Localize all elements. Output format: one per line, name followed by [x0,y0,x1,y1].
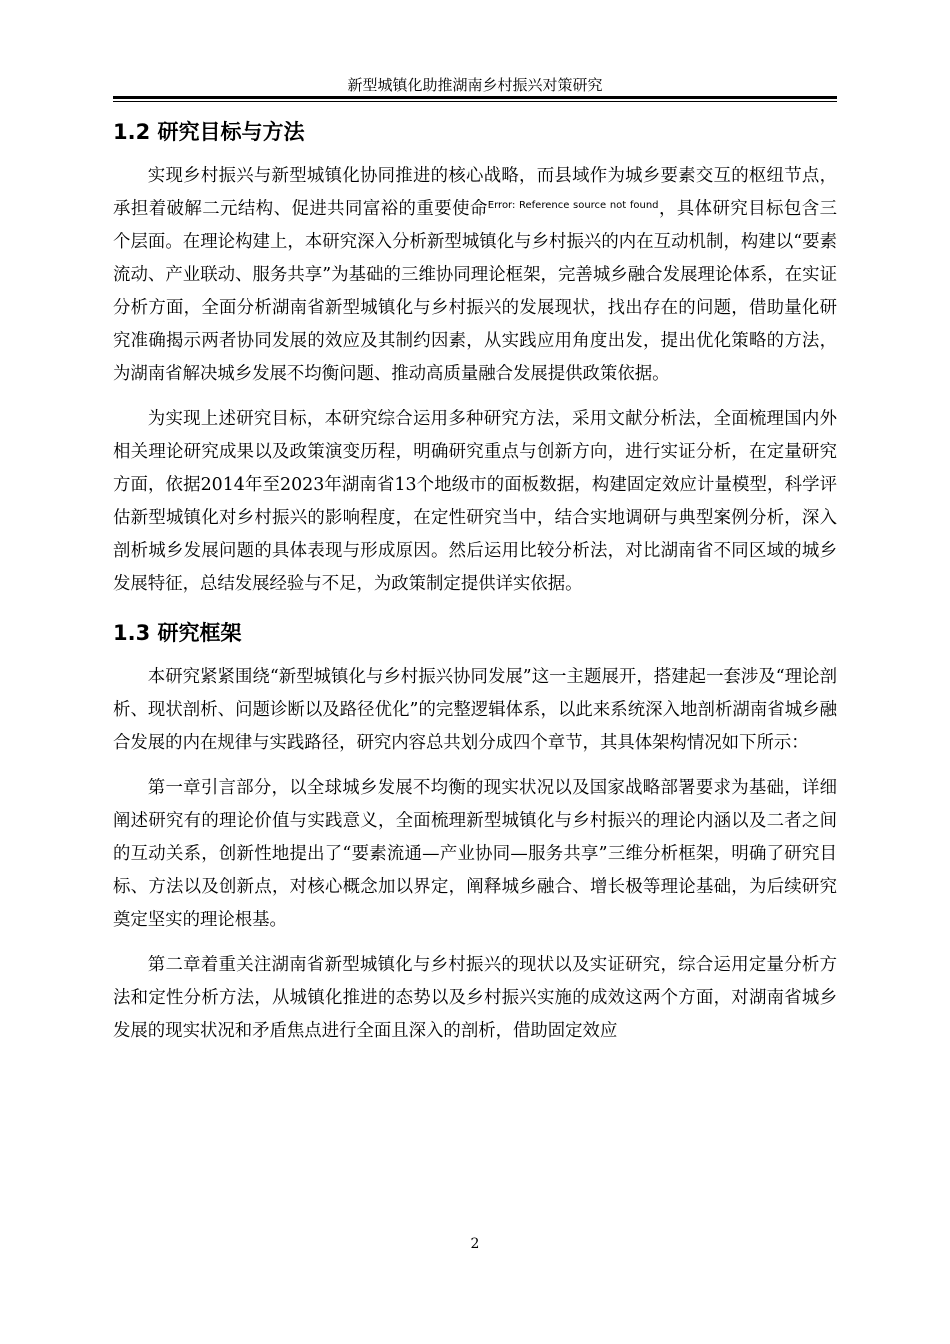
header-rule-thin [113,101,837,102]
section-heading-1-2: 1.2 研究目标与方法 [113,120,305,144]
paragraph-research-goals [113,160,837,391]
paragraph-research-goals-part1: 实现乡村振兴与新型城镇化协同推进的核心战略，而县域作为城乡要素交互的枢纽节点，承担着破解二元结构、促进共同富裕的重要使命 [113,166,837,219]
page-number: 2 [470,1236,480,1252]
running-header [113,74,837,102]
paragraph-chapter-one: 第一章引言部分，以全球城乡发展不均衡的现实状况以及国家战略部署要求为基础，详细阐述研究有的理论价值与实践意义，全面梳理新型城镇化与乡村振兴的理论内涵以及二者之间的互动关系，创新性地提出了“要素流通—产业协同—服务共享”三维分析框架，明确了研究目标、方法以及创新点，对核心概念加以界定，阐释城乡融合、增长极等理论基础，为后续研究奠定坚实的理论根基。 [113,778,837,930]
paragraph-research-methods: 为实现上述研究目标，本研究综合运用多种研究方法，采用文献分析法，全面梳理国内外相关理论研究成果以及政策演变历程，明确研究重点与创新方向，进行实证分析，在定量研究方面，依据2014年至2023年湖南省13个地级市的面板数据，构建固定效应计量模型，科学评估新型城镇化对乡村振兴的影响程度，在定性研究当中，结合实地调研与典型案例分析，深入剖析城乡发展问题的具体表现与形成原因。然后运用比较分析法，对比湖南省不同区域的城乡发展特征，总结发展经验与不足，为政策制定提供详实依据。 [113,409,837,594]
reference-error-marker: Error: Reference source not found [487,200,659,211]
paragraph-research-goals-part2: ，具体研究目标包含三个层面。在理论构建上，本研究深入分析新型城镇化与乡村振兴的内在互动机制，构建以“要素流动、产业联动、服务共享”为基础的三维协同理论框架，完善城乡融合发展理论体系，在实证分析方面，全面分析湖南省新型城镇化与乡村振兴的发展现状，找出存在的问题，借助量化研究准确揭示两者协同发展的效应及其制约因素，从实践应用角度出发，提出优化策略的方法，为湖南省解决城乡发展不均衡问题、推动高质量融合发展提供政策依据。 [113,199,837,384]
header-rule-thick [113,96,837,99]
running-header-title: 新型城镇化助推湖南乡村振兴对策研究 [347,76,603,94]
paragraph-chapter-two: 第二章着重关注湖南省新型城镇化与乡村振兴的现状以及实证研究，综合运用定量分析方法和定性分析方法，从城镇化推进的态势以及乡村振兴实施的成效这两个方面，对湖南省城乡发展的现实状况和矛盾焦点进行全面且深入的剖析，借助固定效应 [113,955,837,1041]
page-body [113,112,837,1048]
paragraph-framework-intro: 本研究紧紧围绕“新型城镇化与乡村振兴协同发展”这一主题展开，搭建起一套涉及“理论剖析、现状剖析、问题诊断以及路径优化”的完整逻辑体系，以此来系统深入地剖析湖南省城乡融合发展的内在规律与实践路径，研究内容总共划分成四个章节，其具体架构情况如下所示： [113,667,837,753]
section-heading-1-3: 1.3 研究框架 [113,621,242,645]
